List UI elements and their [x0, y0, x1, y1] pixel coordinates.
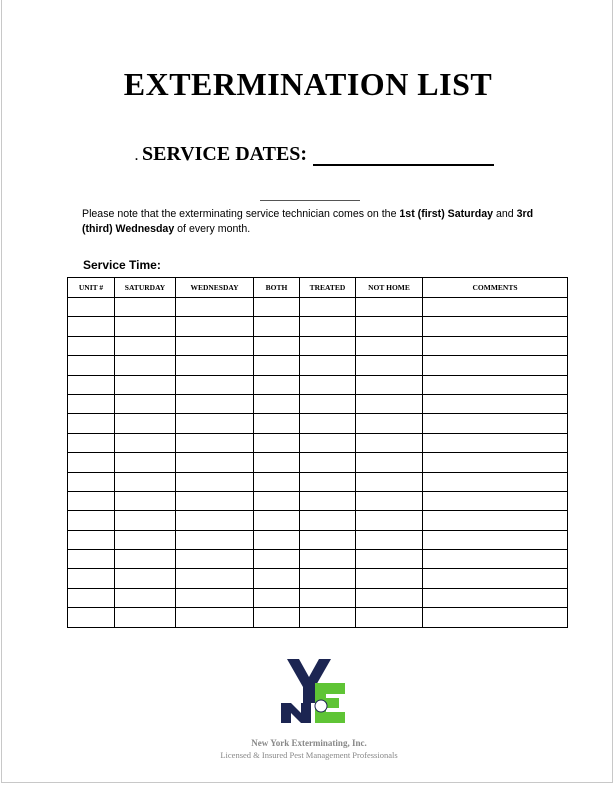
- table-cell[interactable]: [423, 453, 568, 472]
- table-cell[interactable]: [423, 511, 568, 530]
- table-cell[interactable]: [176, 414, 254, 433]
- table-cell[interactable]: [254, 569, 300, 588]
- table-cell[interactable]: [176, 433, 254, 452]
- header-comments: COMMENTS: [423, 278, 568, 298]
- table-cell[interactable]: [68, 530, 115, 549]
- table-cell[interactable]: [423, 491, 568, 510]
- table-cell[interactable]: [423, 472, 568, 491]
- table-cell[interactable]: [254, 356, 300, 375]
- table-row: [68, 356, 568, 375]
- table-cell[interactable]: [68, 491, 115, 510]
- divider-rule: [260, 200, 360, 201]
- table-cell[interactable]: [300, 356, 356, 375]
- extermination-table: [67, 277, 568, 628]
- header-both: BOTH: [254, 278, 300, 298]
- table-cell[interactable]: [115, 569, 176, 588]
- service-dates-label: SERVICE DATES:: [142, 143, 308, 165]
- table-cell[interactable]: [300, 317, 356, 336]
- table-cell[interactable]: [300, 433, 356, 452]
- table-cell[interactable]: [300, 511, 356, 530]
- table-cell[interactable]: [254, 608, 300, 627]
- table-cell[interactable]: [300, 336, 356, 355]
- company-name: New York Exterminating, Inc.: [251, 738, 367, 748]
- table-cell[interactable]: [176, 530, 254, 549]
- table-cell[interactable]: [115, 356, 176, 375]
- table-cell[interactable]: [68, 375, 115, 394]
- table-cell[interactable]: [176, 375, 254, 394]
- header-treated: TREATED: [300, 278, 356, 298]
- table-cell[interactable]: [423, 394, 568, 413]
- table-cell[interactable]: [176, 511, 254, 530]
- table-cell[interactable]: [300, 453, 356, 472]
- table-cell[interactable]: [254, 375, 300, 394]
- table-cell[interactable]: [68, 569, 115, 588]
- table-cell[interactable]: [115, 608, 176, 627]
- stray-dot: .: [135, 149, 138, 163]
- table-cell[interactable]: [356, 298, 423, 317]
- header-wednesday: WEDNESDAY: [176, 278, 254, 298]
- table-cell[interactable]: [68, 356, 115, 375]
- table-cell[interactable]: [176, 569, 254, 588]
- table-cell[interactable]: [423, 530, 568, 549]
- table-cell[interactable]: [356, 569, 423, 588]
- table-cell[interactable]: [423, 298, 568, 317]
- table-cell[interactable]: [356, 433, 423, 452]
- table-cell[interactable]: [254, 511, 300, 530]
- table-cell[interactable]: [356, 511, 423, 530]
- service-time-label: Service Time:: [83, 258, 161, 272]
- table-cell[interactable]: [254, 472, 300, 491]
- table-cell[interactable]: [300, 550, 356, 569]
- table-row: [68, 472, 568, 491]
- table-cell[interactable]: [68, 453, 115, 472]
- table-cell[interactable]: [423, 569, 568, 588]
- table-cell[interactable]: [115, 530, 176, 549]
- table-cell[interactable]: [254, 491, 300, 510]
- header-unit: UNIT #: [68, 278, 115, 298]
- table-cell[interactable]: [176, 394, 254, 413]
- table-cell[interactable]: [254, 298, 300, 317]
- table-cell[interactable]: [115, 453, 176, 472]
- table-cell[interactable]: [356, 394, 423, 413]
- table-cell[interactable]: [68, 336, 115, 355]
- table-cell[interactable]: [300, 298, 356, 317]
- table-cell[interactable]: [423, 375, 568, 394]
- table-cell[interactable]: [254, 453, 300, 472]
- table-cell[interactable]: [68, 317, 115, 336]
- table-cell[interactable]: [423, 550, 568, 569]
- table-cell[interactable]: [356, 608, 423, 627]
- table-cell[interactable]: [254, 588, 300, 607]
- table-header-row: [68, 278, 568, 298]
- logo-n-letter: [281, 703, 311, 723]
- table-cell[interactable]: [176, 491, 254, 510]
- table-row: [68, 453, 568, 472]
- table-cell[interactable]: [115, 414, 176, 433]
- table-cell[interactable]: [68, 588, 115, 607]
- table-cell[interactable]: [254, 394, 300, 413]
- table-cell[interactable]: [176, 453, 254, 472]
- table-cell[interactable]: [176, 336, 254, 355]
- table-cell[interactable]: [254, 414, 300, 433]
- table-cell[interactable]: [423, 433, 568, 452]
- table-cell[interactable]: [356, 588, 423, 607]
- table-row: [68, 298, 568, 317]
- table-cell[interactable]: [115, 550, 176, 569]
- table-row: [68, 414, 568, 433]
- table-cell[interactable]: [423, 356, 568, 375]
- table-cell[interactable]: [115, 491, 176, 510]
- table-cell[interactable]: [356, 530, 423, 549]
- table-cell[interactable]: [254, 433, 300, 452]
- table-cell[interactable]: [300, 530, 356, 549]
- table-cell[interactable]: [356, 375, 423, 394]
- table-cell[interactable]: [423, 317, 568, 336]
- table-cell[interactable]: [176, 298, 254, 317]
- service-dates-blank-line: [313, 148, 494, 166]
- table-cell[interactable]: [356, 317, 423, 336]
- table-cell[interactable]: [300, 394, 356, 413]
- table-cell[interactable]: [300, 375, 356, 394]
- table-cell[interactable]: [176, 550, 254, 569]
- table-row: [68, 336, 568, 355]
- table-cell[interactable]: [115, 298, 176, 317]
- table-row: [68, 588, 568, 607]
- table-cell[interactable]: [176, 608, 254, 627]
- table-cell[interactable]: [115, 511, 176, 530]
- table-cell[interactable]: [423, 608, 568, 627]
- company-logo: [279, 657, 349, 725]
- table-row: [68, 608, 568, 627]
- note-text-1: Please note that the exterminating service technician comes on the: [82, 208, 400, 220]
- table-cell[interactable]: [356, 472, 423, 491]
- table-cell[interactable]: [115, 375, 176, 394]
- table-cell[interactable]: [356, 550, 423, 569]
- note-text-3: of every month.: [174, 222, 251, 235]
- table-cell[interactable]: [300, 569, 356, 588]
- table-cell[interactable]: [115, 472, 176, 491]
- table-cell[interactable]: [115, 394, 176, 413]
- table-cell[interactable]: [254, 550, 300, 569]
- table-cell[interactable]: [68, 550, 115, 569]
- table-cell[interactable]: [68, 472, 115, 491]
- table-cell[interactable]: [300, 588, 356, 607]
- table-row: [68, 491, 568, 510]
- table-cell[interactable]: [423, 588, 568, 607]
- logo-bug-icon: [315, 700, 327, 712]
- table-cell[interactable]: [254, 530, 300, 549]
- table-cell[interactable]: [68, 511, 115, 530]
- page-title: EXTERMINATION LIST: [123, 66, 493, 102]
- table-cell[interactable]: [254, 317, 300, 336]
- table-cell[interactable]: [176, 356, 254, 375]
- header-saturday: SATURDAY: [115, 278, 176, 298]
- table-cell[interactable]: [300, 414, 356, 433]
- table-cell[interactable]: [423, 336, 568, 355]
- table-row: [68, 433, 568, 452]
- table-cell[interactable]: [300, 472, 356, 491]
- table-cell[interactable]: [115, 336, 176, 355]
- table-body: [68, 298, 568, 628]
- table-cell[interactable]: [176, 317, 254, 336]
- table-cell[interactable]: [68, 298, 115, 317]
- document-page: [1, 0, 613, 783]
- table-cell[interactable]: [176, 472, 254, 491]
- company-tagline: Licensed & Insured Pest Management Professionals: [220, 750, 398, 760]
- service-dates-field: [135, 142, 494, 166]
- table-row: [68, 550, 568, 569]
- table-row: [68, 569, 568, 588]
- schedule-note: [82, 207, 562, 236]
- table-cell[interactable]: [68, 394, 115, 413]
- table-row: [68, 511, 568, 530]
- table-cell[interactable]: [176, 588, 254, 607]
- table-cell[interactable]: [115, 317, 176, 336]
- table-row: [68, 530, 568, 549]
- note-wednesday: 3rd (third) Wednesday: [82, 208, 534, 235]
- table-cell[interactable]: [300, 491, 356, 510]
- table-cell[interactable]: [254, 336, 300, 355]
- table-cell[interactable]: [423, 414, 568, 433]
- table-cell[interactable]: [300, 608, 356, 627]
- table-cell[interactable]: [115, 433, 176, 452]
- table-cell[interactable]: [356, 356, 423, 375]
- table-cell[interactable]: [68, 608, 115, 627]
- table-cell[interactable]: [356, 453, 423, 472]
- table-cell[interactable]: [68, 414, 115, 433]
- note-saturday: 1st (first) Saturday: [399, 208, 494, 220]
- table-cell[interactable]: [68, 433, 115, 452]
- table-cell[interactable]: [356, 491, 423, 510]
- header-not-home: NOT HOME: [356, 278, 423, 298]
- table-row: [68, 394, 568, 413]
- table-cell[interactable]: [356, 414, 423, 433]
- note-text-2: and: [493, 208, 517, 220]
- table-cell[interactable]: [115, 588, 176, 607]
- table-row: [68, 375, 568, 394]
- table-row: [68, 317, 568, 336]
- table-cell[interactable]: [356, 336, 423, 355]
